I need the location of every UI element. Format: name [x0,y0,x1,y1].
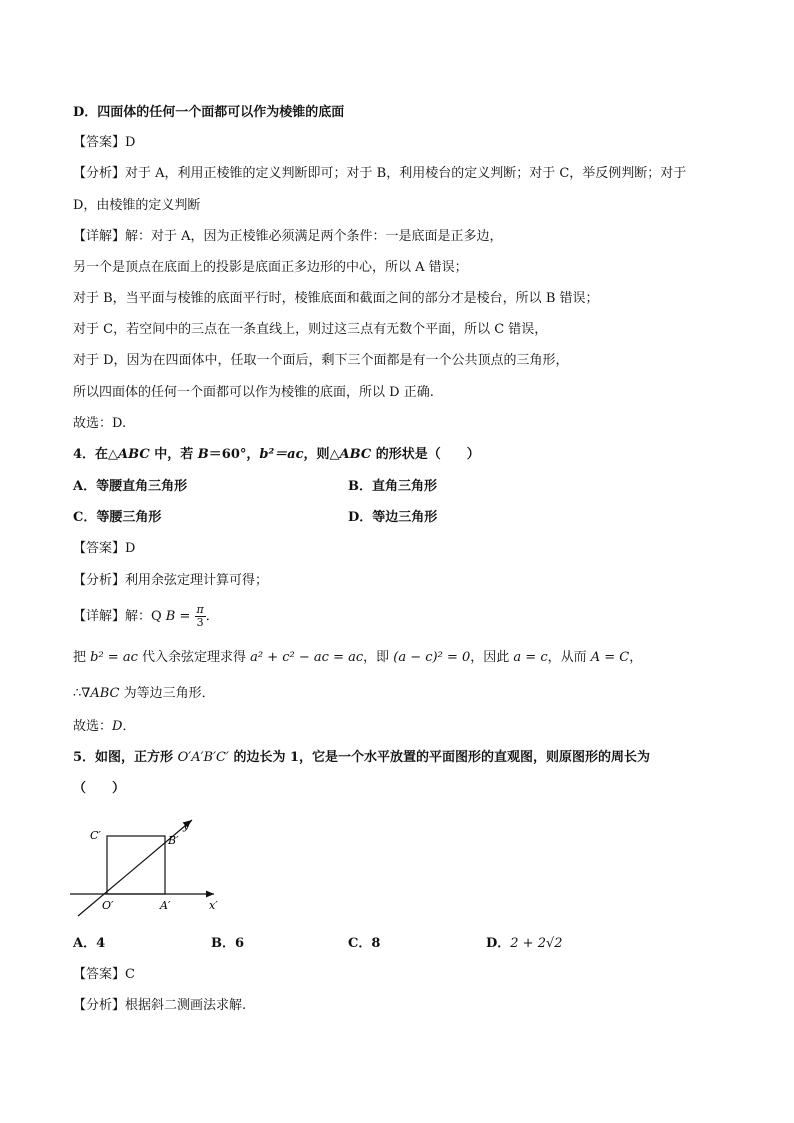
detail-q4-2c: 代入余弦定理求得 [137,650,251,665]
detail-q3-line4: 对于 C，若空间中的三点在一条直线上，则过这三点有无数个平面，所以 C 错误， [73,322,548,337]
detail-q4-2b: b² = ac [90,650,138,665]
analysis-q3-line2: D，由棱锥的定义判断 [73,198,201,213]
label-b-prime: B′ [168,834,179,847]
detail-q4-eq: = [175,609,195,624]
detail-q4-2f: (a − c)² = 0 [393,650,471,665]
q5-option-d [486,934,563,954]
q5-option-d-label: D． [486,936,511,951]
select-q4b: D [112,719,123,734]
detail-q4-2d: a² + c² − ac = ac [250,650,364,665]
label-c-prime: C′ [90,829,101,842]
answer-q3: 【答案】D [73,135,136,150]
detail-q4-2j: A = C [590,650,630,665]
select-q4 [73,717,135,737]
answer-q4: 【答案】D [73,541,136,556]
q5-option-a: A．4 [73,936,106,951]
question-5-stem [73,748,650,768]
select-q4a: 故选： [73,719,113,734]
q4-b2-eq: b²＝ac [259,447,304,462]
detail-q4-2e: ，即 [363,650,394,665]
q5-stem-a: 5．如图，正方形 [73,750,178,765]
q4-option-c: C．等腰三角形 [73,510,162,525]
q5-option-c: C．8 [348,936,381,951]
detail-q4-2h: a = c [513,650,548,665]
answer-q5: 【答案】C [73,967,135,982]
q4-option-a: A．等腰直角三角形 [73,479,188,494]
detail-q3-line2: 另一个是顶点在底面上的投影是底面正多边形的中心，所以 A 错误； [73,260,468,275]
q4-stem-a: 4．在△ [73,447,119,462]
question-5-paren: （ ） [73,781,126,796]
detail-q4-label: 【详解】解：Q [73,609,166,624]
oblique-square-figure [70,812,230,922]
label-a-prime: A′ [160,899,171,912]
detail-q4-2a: 把 [73,650,91,665]
q4-B: B [197,447,209,462]
select-q3: 故选：D. [73,416,127,431]
detail-q3-line1: 【详解】解：对于 A，因为正棱锥必须满足两个条件：一是底面是正多边， [73,229,503,244]
q4-abc-2: ABC [339,447,372,462]
detail-q3-line3: 对于 B，当平面与棱锥的底面平行时，棱锥底面和截面之间的部分才是棱台，所以 B 错误； [73,291,599,306]
q4-option-d: D．等边三角形 [348,510,438,525]
label-y-prime: y′ [183,819,192,832]
detail-q4-3b: ABC [90,686,120,701]
q5-option-d-expression: 2 + 2√2 [510,936,563,951]
detail-q3-line5: 对于 D，因为在四面体中，任取一个面后，剩下三个面都是有一个公共顶点的三角形， [73,353,569,368]
square-o-a-b-c [107,836,165,894]
detail-q4-line1 [73,602,219,632]
detail-q4-2k: ， [629,650,643,665]
detail-q4-3c: 为等边三角形． [119,686,215,701]
label-x-prime: x′ [209,899,218,912]
analysis-q4: 【分析】利用余弦定理计算可得； [73,573,269,588]
detail-q4-line3 [73,684,215,704]
q4-stem-e: 的形状是（ ） [371,447,480,462]
q4-option-b: B．直角三角形 [348,479,437,494]
q4-abc-1: ABC [118,447,150,462]
question-4-stem [73,445,480,465]
label-o-prime: O′ [102,899,114,912]
q5-square-name: O′A′B′C′ [177,750,229,765]
fraction-denominator: 3 [196,616,204,629]
analysis-q3-line1: 【分析】对于 A，利用正棱锥的定义判断即可；对于 B，利用棱台的定义判断；对于 C，举反例判断；对于 [73,166,687,181]
analysis-q5: 【分析】根据斜二测画法求解. [73,998,247,1013]
q5-stem-b: 的边长为 1，它是一个水平放置的平面图形的直观图，则原图形的周长为 [228,750,651,765]
detail-q3-line6: 所以四面体的任何一个面都可以作为棱锥的底面，所以 D 正确. [73,385,434,400]
detail-q4-line2 [73,648,642,668]
pi-over-3-fraction [195,604,206,629]
q4-stem-d: ，则△ [303,447,340,462]
fraction-numerator: π [196,603,204,616]
q5-option-b: B．6 [211,936,245,951]
detail-q4-3a: ∴∇ [73,686,91,701]
select-q4c: ． [122,719,136,734]
x-axis-arrow [206,891,214,898]
detail-q4-end: ． [205,609,219,624]
q4-stem-c: ＝60°， [208,447,260,462]
q4-stem-b: 中，若 [149,447,198,462]
detail-q4-B: B [165,609,176,624]
option-d-prev: D．四面体的任何一个面都可以作为棱锥的底面 [73,105,345,120]
detail-q4-2g: ，因此 [470,650,514,665]
detail-q4-2i: ，从而 [547,650,591,665]
